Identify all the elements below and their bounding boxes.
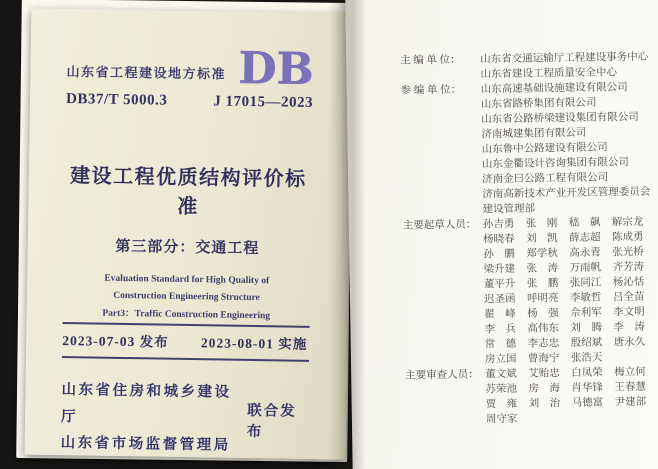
person-name: 孙吉勇 bbox=[482, 218, 515, 231]
person-name: 王春慧 bbox=[614, 381, 647, 394]
drafters-label: 主要起草人员： bbox=[402, 219, 477, 232]
reviewers-section bbox=[405, 365, 658, 429]
standard-title-en bbox=[63, 270, 311, 327]
cover-header bbox=[66, 42, 315, 95]
person-name: 李志忠 bbox=[527, 338, 560, 350]
person-name: 杨沁恬 bbox=[612, 276, 645, 289]
header-rule bbox=[66, 117, 313, 121]
person-name: 唐永久 bbox=[613, 336, 646, 349]
standard-code: DB37/T 5000.3 bbox=[65, 90, 168, 109]
person-name: 薛志超 bbox=[568, 232, 601, 245]
person-name: 解宗龙 bbox=[611, 216, 644, 229]
person-name: 周守家 bbox=[485, 413, 518, 426]
org-line: 山东省交通运输厅工程建设事务中心 bbox=[480, 51, 649, 66]
org-line: 山东鲁中公路建设有限公司 bbox=[481, 142, 608, 156]
person-name: 马德富 bbox=[571, 397, 604, 409]
person-name: 曾海宁 bbox=[527, 353, 560, 365]
person-name: 万雨帆 bbox=[569, 262, 602, 275]
person-name: 贾 雍 bbox=[485, 398, 518, 411]
person-name: 梁升建 bbox=[483, 263, 516, 276]
participant-label: 参 编 单 位： bbox=[400, 84, 462, 97]
publisher-name: 山东省市场监督管理局 bbox=[60, 434, 231, 454]
issue-date: 2023-07-03 发布 bbox=[62, 333, 169, 351]
participant-section bbox=[401, 80, 655, 219]
org-line: 山东金衢设计咨询集团有限公司 bbox=[481, 157, 629, 171]
person-name: 郑学秋 bbox=[526, 248, 558, 260]
person-name: 房立国 bbox=[484, 353, 517, 366]
person-name: 李 兵 bbox=[484, 323, 517, 336]
person-name: 尹建部 bbox=[614, 396, 647, 409]
person-name: 肖华锋 bbox=[571, 382, 604, 394]
person-name: 常 德 bbox=[484, 338, 517, 351]
chief-editor-orgs bbox=[480, 50, 652, 83]
person-name: 齐芳涛 bbox=[612, 261, 645, 274]
drafters-section bbox=[403, 215, 657, 369]
person-name: 殷绍斌 bbox=[570, 337, 603, 349]
publisher-names bbox=[61, 378, 235, 459]
person-name: 佘利军 bbox=[570, 307, 602, 319]
person-name: 陈成勇 bbox=[611, 231, 644, 244]
person-name: 张 鹏 bbox=[526, 278, 559, 290]
person-name: 高永青 bbox=[569, 247, 601, 260]
person-name: 苏荣池 bbox=[485, 383, 518, 396]
person-name: 房 海 bbox=[528, 383, 561, 395]
org-line: 山东高速基础设施建设有限公司 bbox=[480, 82, 628, 96]
person-name: 李 涛 bbox=[613, 321, 646, 334]
person-name: 梅立何 bbox=[614, 366, 646, 379]
org-line: 山东省建设工程质量安全中心 bbox=[480, 67, 618, 81]
reviewers-names bbox=[485, 365, 658, 428]
series-label: 山东省工程建设地方标准 bbox=[66, 64, 227, 82]
person-name: 迟圣函 bbox=[483, 293, 516, 306]
person-name: 李文明 bbox=[613, 306, 645, 319]
joint-publish-label: 联合发布 bbox=[246, 402, 297, 440]
person-name: 杨 强 bbox=[527, 308, 559, 320]
person-name: 吕全苗 bbox=[612, 291, 645, 304]
person-name: 高伟东 bbox=[527, 323, 560, 335]
org-line: 济南高新技术产业开发区管理委员会建设管理部 bbox=[482, 186, 651, 216]
person-name: 张光桥 bbox=[612, 246, 644, 259]
org-line: 山东省公路桥梁建设集团有限公司 bbox=[481, 111, 639, 126]
record-number: J 17015—2023 bbox=[213, 93, 314, 111]
person-name: 张 刚 bbox=[525, 218, 558, 230]
drafters-names bbox=[483, 215, 657, 368]
person-name: 刘 腾 bbox=[570, 322, 603, 334]
person-name: 刘 治 bbox=[528, 398, 561, 410]
person-name: 艾贻忠 bbox=[528, 368, 560, 380]
publisher-name: 山东省住房和城乡建设厅 bbox=[60, 382, 232, 425]
standard-cover-page bbox=[25, 9, 353, 460]
person-name: 翟 峰 bbox=[484, 308, 516, 321]
reviewers-label: 主要审查人员： bbox=[405, 369, 479, 382]
person-name: 杨晓春 bbox=[483, 233, 515, 246]
org-line: 济南金曰公路工程有限公司 bbox=[482, 172, 609, 186]
org-line: 山东省路桥集团有限公司 bbox=[480, 97, 597, 111]
standard-title-cn: 建设工程优质结构评价标准 bbox=[69, 164, 307, 218]
publisher-block bbox=[61, 378, 309, 460]
person-name: 李敏哲 bbox=[569, 292, 602, 305]
person-name: 张 涛 bbox=[526, 263, 559, 275]
english-title-line: Part3：Traffic Construction Engineering bbox=[102, 308, 271, 322]
person-name: 呼明亮 bbox=[526, 293, 559, 305]
participant-orgs bbox=[481, 80, 655, 218]
person-name: 张浩天 bbox=[570, 352, 603, 364]
inner-title-page bbox=[345, 0, 658, 469]
db-logo: DB bbox=[237, 42, 315, 95]
english-title-line: Construction Engineering Structure bbox=[113, 291, 260, 304]
person-name: 孙 鹏 bbox=[483, 248, 515, 261]
chief-editor-label: 主 编 单 位： bbox=[400, 54, 461, 67]
person-name: 白凤荣 bbox=[571, 367, 603, 379]
code-row bbox=[66, 91, 313, 112]
english-title-line: Evaluation Standard for High Quality of bbox=[104, 273, 270, 287]
person-name: 董平升 bbox=[483, 278, 516, 291]
org-line: 济南城建集团有限公司 bbox=[481, 127, 587, 141]
implement-date: 2023-08-01 实施 bbox=[200, 335, 308, 353]
dates-band bbox=[62, 323, 310, 363]
chief-editor-section bbox=[400, 50, 652, 84]
person-name: 张同江 bbox=[569, 277, 602, 290]
person-name: 董文斌 bbox=[485, 368, 517, 381]
standard-subtitle-cn: 第三部分：交通工程 bbox=[115, 238, 260, 257]
person-name: 嵇 飙 bbox=[568, 217, 601, 230]
person-name: 刘 凯 bbox=[525, 233, 558, 245]
